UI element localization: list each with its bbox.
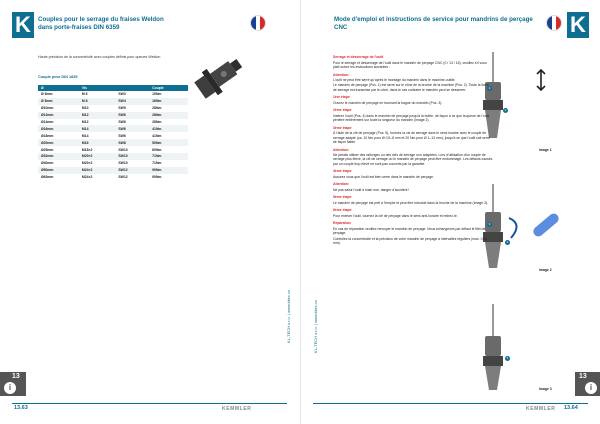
column-header: Couple (149, 85, 188, 91)
table-title: Couple pour DIN 1835 (38, 75, 78, 79)
table-cell: SW6 (118, 133, 126, 138)
section-heading: Réparation (333, 221, 351, 226)
table-row (38, 174, 188, 181)
table-row (38, 160, 188, 167)
drill-chuck-image-3 (471, 300, 551, 395)
table-cell: SW5 (118, 106, 126, 111)
image-label: Image 3 (539, 387, 552, 391)
footer-divider (12, 403, 287, 404)
table-row (38, 132, 188, 139)
table-cell: 50Nm (149, 139, 188, 146)
table-cell: Ø14mm (41, 120, 54, 124)
section-paragraph: Pour le serrage et desserrage de l'outil dans le mandrin de perçage CNC (0 / 13 / 16), veuillez s'il vous plaît suivre les instructions suivantes : (333, 60, 487, 69)
section-heading: 4ème étape (333, 169, 352, 174)
table-cell: SW6 (115, 125, 149, 132)
section-heading: 5ème étape (333, 195, 352, 200)
brand-name: KEMMLER (526, 406, 556, 412)
table-cell: SW6 (115, 112, 149, 119)
section-tab: 13 i (575, 372, 600, 396)
instructions-text (333, 52, 493, 245)
section-paragraph: Ouvrez le mandrin de perçage en tournant la bague du mandrin (Pos. 3). (333, 100, 443, 105)
france-flag-icon (250, 15, 266, 31)
section-paragraph: Le mandrin de perçage (Pos. 1) est serré sur le cône de la broche de la machine (Pos. 2). Toute la force de serrage est transmise par le cône, dans le cas contraire le mandrin peut se desserrer. (333, 83, 489, 92)
table-cell: M12 (81, 120, 89, 124)
page-title: Mode d'emploi et instructions de service pour mandrins de perçage CNC (334, 16, 533, 31)
table-cell: SW4 (115, 98, 149, 105)
section-paragraph: Ne jamais utiliser des rallonges ou des clés de serrage non adaptées. Lors d'utilisation d'un couple de serrage plus élevé, la clé de serrage ou le mandrin de perçage peut être endommagé. Les défauts causés par un couple trop élevé ne sont pas couverts par la garantie. (333, 153, 493, 166)
section-heading: 1ère étape (333, 95, 350, 100)
page-number: 13.63 (14, 405, 28, 411)
table-cell: Ø63mm (41, 175, 54, 180)
table-cell: Ø25mm (41, 147, 54, 152)
info-icon: i (585, 382, 597, 394)
section-paragraph: En cas de réparation veuillez renvoyer le mandrin de perçage. Nous échangeons par défaut le filet de perçage. (333, 226, 486, 236)
table-cell: SW12 (115, 167, 149, 174)
table-cell: Ø 8mm (38, 98, 79, 105)
table-cell: SW3 (118, 92, 126, 97)
section-heading: 3ème étape (333, 125, 352, 130)
section-heading: Attention: (333, 147, 350, 152)
page-title: Couples pour le serrage du fraises Weldon dans porte-fraises DIN 6359 (38, 16, 164, 31)
table-row (38, 167, 188, 174)
kemmler-logo: K (12, 12, 34, 38)
table-cell: Ø16mm (38, 125, 79, 132)
table-cell: 41Nm (152, 133, 162, 138)
side-web-text: KL-TECH s.r.o. | www.kltec.cz (286, 290, 291, 344)
table-row (38, 146, 188, 153)
section-heading: Attention: (333, 72, 350, 77)
table-cell: 90Nm (149, 167, 188, 174)
section-heading: Attention: (333, 182, 350, 187)
table-cell: M14 (81, 133, 89, 138)
table-cell: M 6 (81, 92, 88, 97)
table-cell: Ø 6mm (41, 92, 53, 97)
table-cell: Ø32mm (38, 153, 79, 160)
column-header: Vis (79, 85, 116, 91)
section-tab: 13 i (0, 372, 26, 396)
table-cell: 71Nm (149, 153, 188, 160)
france-flag-icon (546, 15, 562, 31)
info-icon: i (4, 382, 16, 394)
table-row (38, 119, 188, 126)
torque-table (38, 85, 188, 181)
table-row (38, 105, 188, 112)
table-cell: SW6 (118, 120, 126, 124)
callout-1: 1 (488, 86, 491, 90)
table-cell: M24×2 (81, 175, 93, 180)
table-cell: M12 (79, 112, 116, 119)
table-cell: 16Nm (149, 98, 188, 105)
table-cell: 90Nm (152, 175, 162, 180)
table-cell: 28Nm (152, 106, 162, 111)
footer-divider (313, 403, 588, 404)
intro-text: Haute précision de la concentricité avec couples définis pour queues Weldon (38, 55, 161, 59)
table-cell: M 8 (79, 98, 116, 105)
table-cell: Ø10mm (41, 106, 54, 111)
table-cell: 71Nm (152, 161, 162, 166)
table-cell: 28Nm (152, 120, 162, 124)
section-paragraph: L'outil ne peut être serré qu'après le montage du mandrin dans le machine-outille. (333, 78, 456, 82)
table-cell: Ø20mm (38, 139, 79, 146)
section-paragraph: Pour enlever l'outil, tournez la clé de perçage dans le sens anti-horaire et retirez-le. (333, 213, 458, 218)
table-cell: M10 (81, 106, 89, 111)
section-heading: 6ème étape (333, 208, 352, 213)
table-cell: M18×2 (81, 147, 93, 152)
callout-2: 2 (504, 108, 507, 112)
table-cell: M14 (79, 125, 116, 132)
table-cell: SW12 (118, 175, 128, 180)
section-paragraph: Contrôlez la concentricité et la précision de votre mandrin de perçage à intervalles réguliers (max. 0,02 mm). (333, 236, 488, 246)
table-row (38, 98, 188, 105)
section-paragraph: Assurez vous que l'outil est bien serré dans le mandrin de perçage. (333, 174, 434, 179)
image-label: Image 2 (539, 268, 552, 272)
section-heading: Serrage et desserrage de l'outil (333, 55, 384, 60)
table-cell: M20×2 (79, 153, 116, 160)
image-label: Image 1 (539, 148, 552, 152)
table-cell: SW8 (115, 139, 149, 146)
side-web-text: KL-TECH s.r.o. | www.kltec.cz (313, 300, 318, 354)
table-cell: SW10 (118, 161, 128, 166)
section-paragraph: Ne pas saisir l'outil à main nue, danger d'accident ! (333, 187, 410, 192)
table-cell: M16 (79, 139, 116, 146)
table-cell: 10Nm (152, 92, 162, 97)
callout-5: 5 (506, 356, 509, 360)
section-paragraph: Insérez l'outil (Pos. 4) dans le mandrin de perçage jusqu'à la butée, de façon à ce que la queue de l'outil pénètre entièrement sur toute la longueur du mandrin (Image 2). (333, 113, 490, 123)
brand-name: KEMMLER (222, 406, 252, 412)
page-number: 13.64 (564, 405, 578, 411)
table-cell: Ø18mm (41, 133, 54, 138)
table-row (38, 125, 188, 132)
table-row (38, 139, 188, 146)
table-cell: Ø40mm (41, 161, 54, 166)
table-cell: 41Nm (149, 125, 188, 132)
table-cell: Ø50mm (38, 167, 79, 174)
column-header: Ø (38, 85, 79, 91)
callout-3: 3 (488, 222, 491, 226)
table-cell: M24×2 (79, 167, 116, 174)
table-row (38, 91, 188, 98)
section-paragraph: À l'aide de la clé de perçage (Pos. 5), tournez la vis de serrage dans le sens horaire avec le couple de serrage adapté (ca. 10 Nm pour Ø 0,5–8 mm et 20 Nm pour Ø 1–13 mm), jusqu'à ce que l'outil soit serré de façon fiable. (333, 131, 490, 145)
table-cell: M20×2 (81, 161, 93, 166)
table-row (38, 153, 188, 160)
table-cell: Ø12mm (38, 112, 79, 119)
table-cell: SW10 (115, 153, 149, 160)
table-row (38, 112, 188, 119)
section-heading: 2ème étape (333, 108, 352, 113)
kemmler-logo: K (567, 12, 589, 38)
tool-holder-image (188, 50, 248, 105)
section-paragraph: Le mandrin de perçage est prêt à l'emploi et peut être introduit dans la broche de la machine (Image 3). (333, 200, 489, 205)
table-cell: 28Nm (149, 112, 188, 119)
callout-4: 4 (506, 240, 509, 244)
table-cell: 60Nm (152, 147, 162, 152)
table-cell: SW10 (118, 147, 128, 152)
